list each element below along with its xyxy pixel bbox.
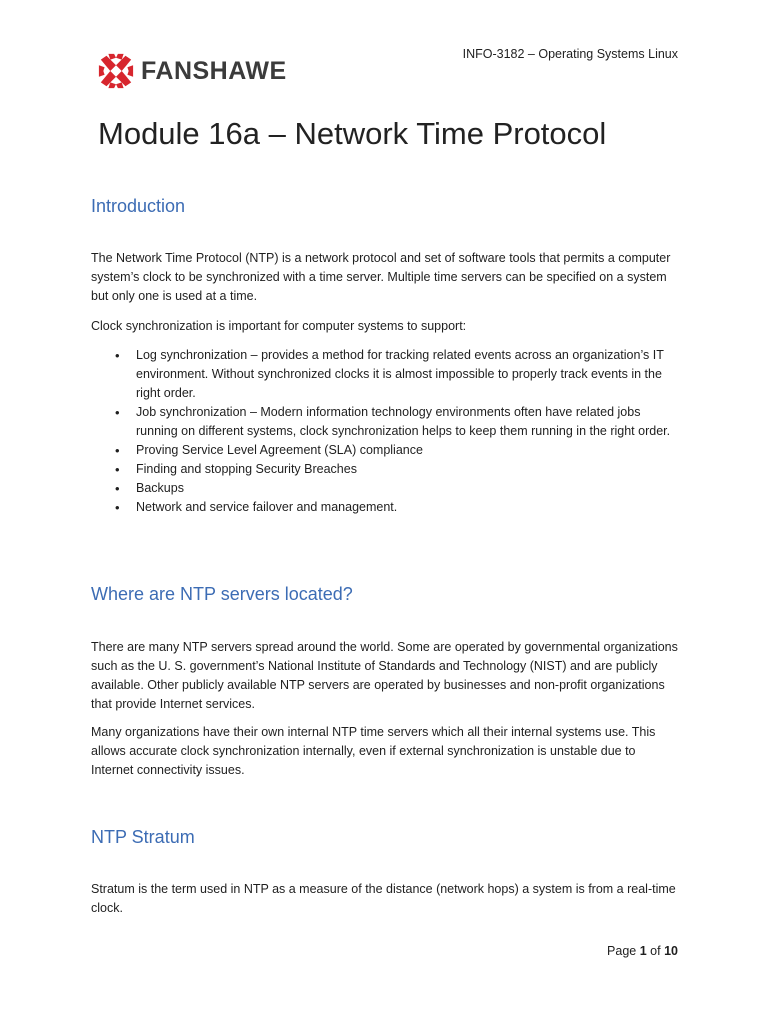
stratum-heading: NTP Stratum	[91, 827, 195, 847]
where-heading: Where are NTP servers located?	[91, 584, 353, 604]
fanshawe-logo	[97, 50, 287, 92]
page-number: Page 1 of 10	[607, 944, 678, 958]
list-item: • Job synchronization – Modern information technology environments often have related jobs running on different systems, clock synchronization helps to keep them running in the right order.	[91, 403, 683, 441]
list-item: • Backups	[91, 479, 683, 498]
where-paragraph-1: There are many NTP servers spread around the world. Some are operated by governmental organizations such as the U. S. government’s National Institute of Standards and Technology (NIST) and are publicly available. Other publicly available NTP servers are operated by businesses and non-profit organizations that provide Internet services.	[91, 640, 678, 711]
current-page: 1	[639, 944, 647, 958]
list-item: • Proving Service Level Agreement (SLA) compliance	[91, 441, 683, 460]
stratum-paragraph-1: Stratum is the term used in NTP as a measure of the distance (network hops) a system is from a real-time clock.	[91, 882, 676, 915]
total-pages: 10	[664, 944, 678, 958]
where-paragraph-2: Many organizations have their own internal NTP time servers which all their internal systems use. This allows accurate clock synchronization internally, even if external synchronization is unstable due to Internet connectivity issues.	[91, 725, 656, 777]
course-header: INFO-3182 – Operating Systems Linux	[462, 47, 678, 61]
list-item: • Network and service failover and management.	[91, 498, 683, 517]
list-item: • Finding and stopping Security Breaches	[91, 460, 683, 479]
intro-paragraph-1: The Network Time Protocol (NTP) is a network protocol and set of software tools that permits a computer system’s clock to be synchronized with a time server. Multiple time servers can be specified on a system but only one is used at a time.	[91, 251, 671, 303]
logo-text: FANSHAWE	[141, 56, 287, 85]
introduction-heading: Introduction	[91, 196, 186, 216]
intro-paragraph-2: Clock synchronization is important for computer systems to support:	[91, 319, 467, 333]
page-title: Module 16a – Network Time Protocol	[98, 116, 607, 151]
fanshawe-emblem-icon	[97, 52, 135, 90]
list-item: • Log synchronization – provides a method for tracking related events across an organization’s IT environment. Without synchronized clocks it is almost impossible to properly track events in the right order.	[91, 346, 683, 403]
sync-benefits-list	[91, 346, 683, 517]
